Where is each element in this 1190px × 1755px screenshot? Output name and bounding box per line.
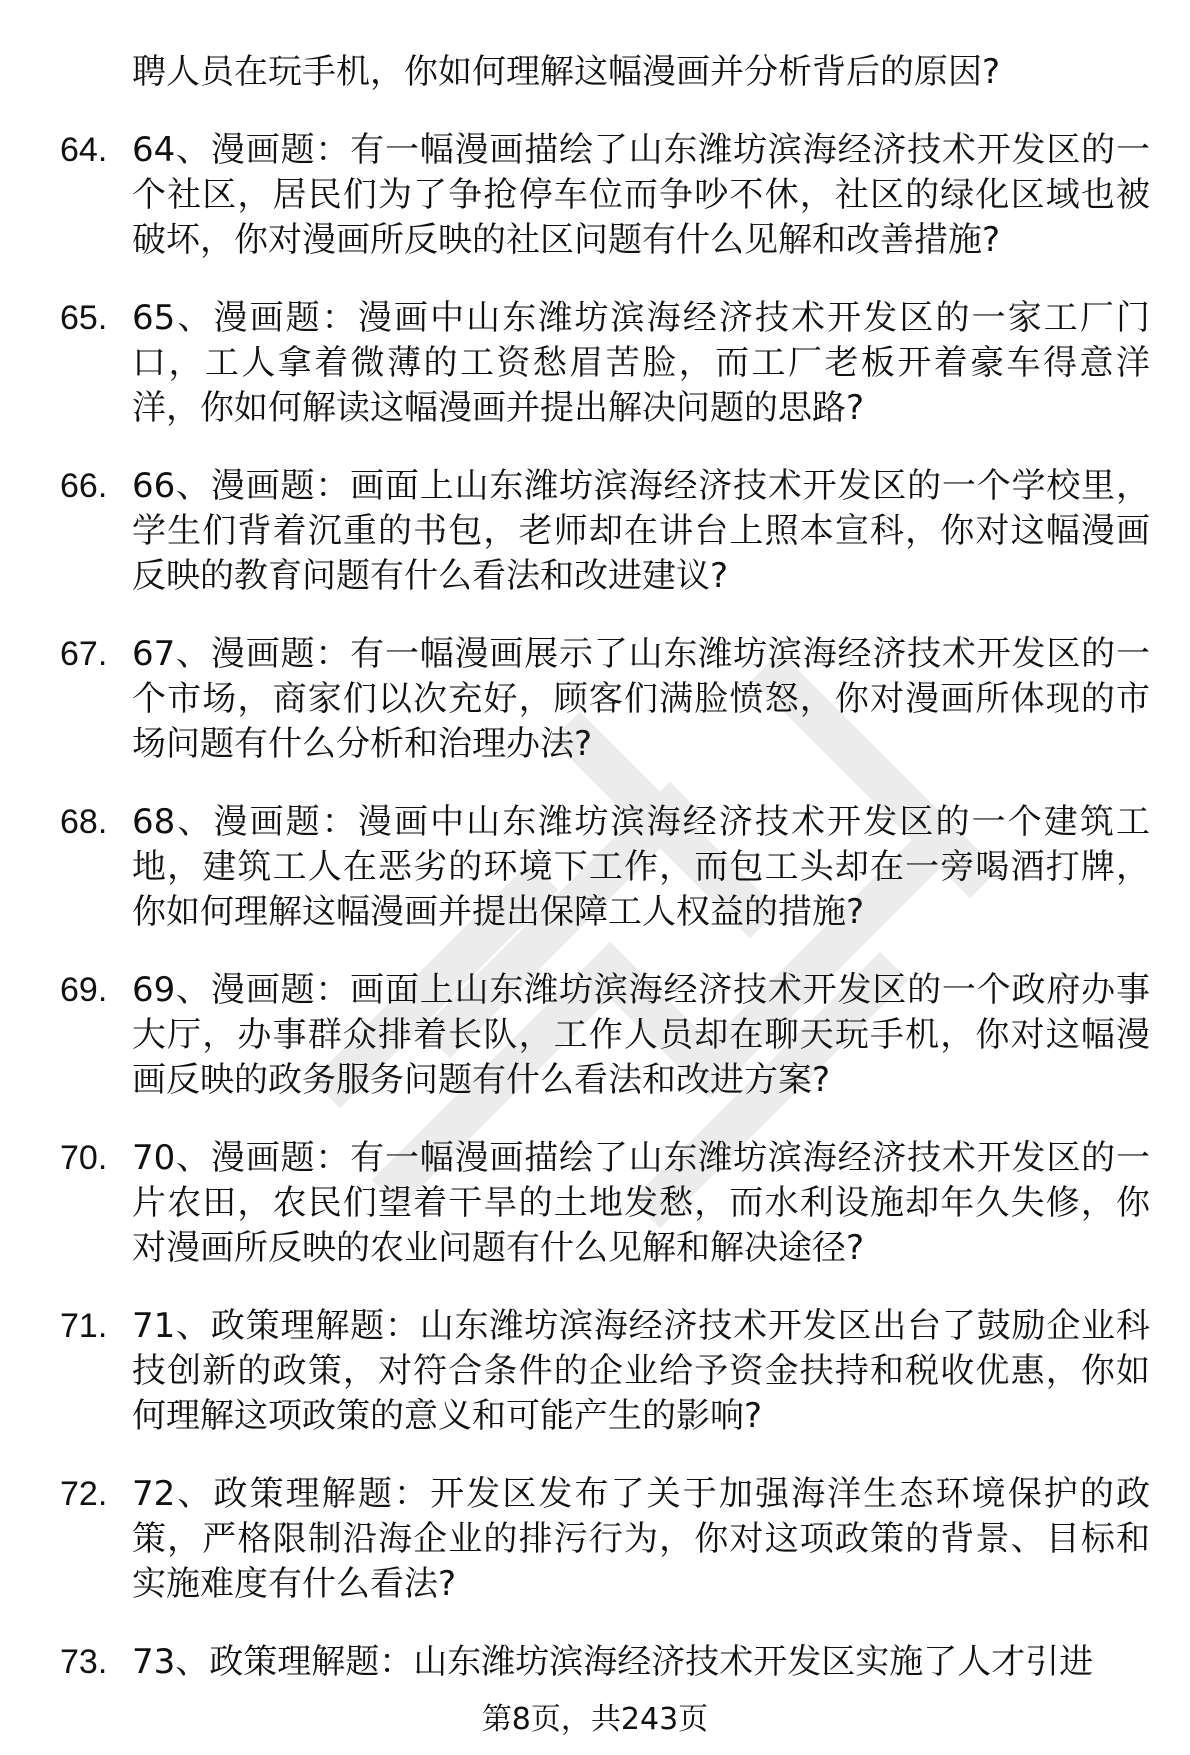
item-number: 67. xyxy=(60,635,108,673)
item-text: 68、漫画题：漫画中山东潍坊滨海经济技术开发区的一个建筑工地，建筑工人在恶劣的环境下工作，而包工头却在一旁喝酒打牌，你如何理解这幅漫画并提出保障工人权益的措施? xyxy=(132,802,1150,932)
continued-text: 聘人员在玩手机，你如何理解这幅漫画并分析背后的原因? xyxy=(132,52,1001,92)
item-text: 64、漫画题：有一幅漫画描绘了山东潍坊滨海经济技术开发区的一个社区，居民们为了争抢停车位而争吵不休，社区的绿化区域也被破坏，你对漫画所反映的社区问题有什么见解和改善措施? xyxy=(132,130,1150,260)
item-text: 69、漫画题：画面上山东潍坊滨海经济技术开发区的一个政府办事大厅，办事群众排着长队，工作人员却在聊天玩手机，你对这幅漫画反映的政务服务问题有什么看法和改进方案? xyxy=(132,970,1150,1100)
item-number: 64. xyxy=(60,131,108,169)
item-text: 71、政策理解题：山东潍坊滨海经济技术开发区出台了鼓励企业科技创新的政策，对符合条件的企业给予资金扶持和税收优惠，你如何理解这项政策的意义和可能产生的影响? xyxy=(132,1306,1150,1436)
item-number: 66. xyxy=(60,467,108,505)
page-footer: 第8页，共243页 xyxy=(481,1702,709,1737)
list-item xyxy=(60,632,1150,767)
item-text: 66、漫画题：画面上山东潍坊滨海经济技术开发区的一个学校里，学生们背着沉重的书包，老师却在讲台上照本宣科，你对这幅漫画反映的教育问题有什么看法和改进建议? xyxy=(132,466,1150,596)
question-list xyxy=(60,50,1150,1685)
item-number: 72. xyxy=(60,1475,108,1513)
list-item xyxy=(60,1640,1150,1685)
item-number: 71. xyxy=(60,1307,108,1345)
list-item xyxy=(60,1472,1150,1607)
item-text: 73、政策理解题：山东潍坊滨海经济技术开发区实施了人才引进 xyxy=(132,1642,1094,1682)
item-text: 67、漫画题：有一幅漫画展示了山东潍坊滨海经济技术开发区的一个市场，商家们以次充好，顾客们满脸愤怒，你对漫画所体现的市场问题有什么分析和治理办法? xyxy=(132,634,1150,764)
item-text: 70、漫画题：有一幅漫画描绘了山东潍坊滨海经济技术开发区的一片农田，农民们望着干旱的土地发愁，而水利设施却年久失修，你对漫画所反映的农业问题有什么见解和解决途径? xyxy=(132,1138,1150,1268)
list-item xyxy=(60,128,1150,263)
item-number: 69. xyxy=(60,971,108,1009)
item-number: 65. xyxy=(60,299,108,337)
item-number: 70. xyxy=(60,1139,108,1177)
item-text: 65、漫画题：漫画中山东潍坊滨海经济技术开发区的一家工厂门口，工人拿着微薄的工资愁眉苦脸，而工厂老板开着豪车得意洋洋，你如何解读这幅漫画并提出解决问题的思路? xyxy=(132,298,1150,428)
list-item xyxy=(60,968,1150,1103)
item-number: 73. xyxy=(60,1643,108,1681)
list-item xyxy=(60,1304,1150,1439)
list-item xyxy=(60,296,1150,431)
list-item xyxy=(60,1136,1150,1271)
list-item xyxy=(60,464,1150,599)
list-item xyxy=(60,800,1150,935)
item-number: 68. xyxy=(60,803,108,841)
item-text: 72、政策理解题：开发区发布了关于加强海洋生态环境保护的政策，严格限制沿海企业的排污行为，你对这项政策的背景、目标和实施难度有什么看法? xyxy=(132,1474,1150,1604)
